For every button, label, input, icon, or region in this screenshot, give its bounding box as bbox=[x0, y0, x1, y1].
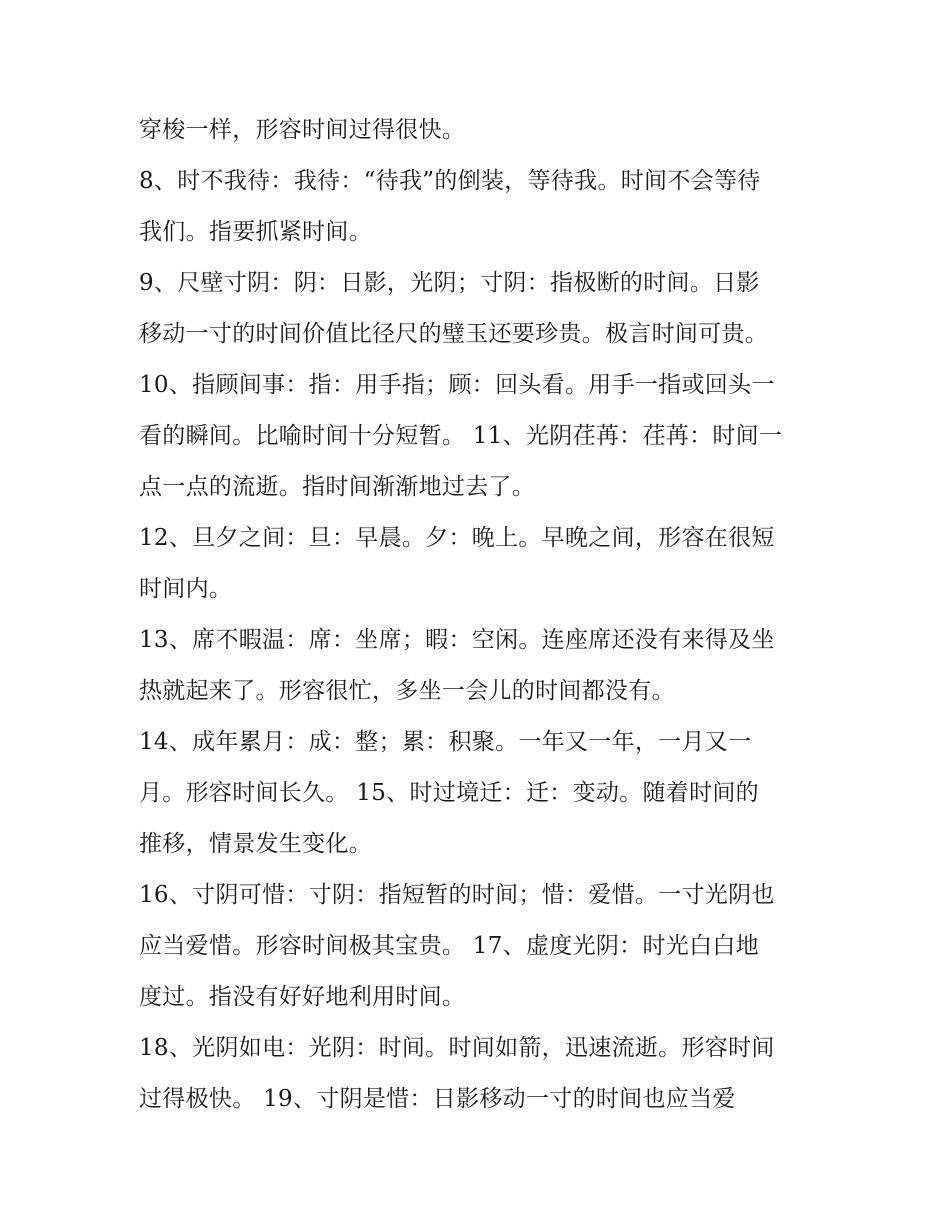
text-line: 9、尺壁寸阴：阴：日影，光阴；寸阴：指极断的时间。日影 bbox=[139, 270, 760, 296]
text-line: 移动一寸的时间价值比径尺的璧玉还要珍贵。极言时间可贵。 bbox=[139, 321, 769, 347]
text-line: 10、指顾间事：指：用手指；顾：回头看。用手一指或回头一 bbox=[139, 372, 775, 398]
text-line: 8、时不我待：我待：“待我”的倒装，等待我。时间不会等待 bbox=[139, 168, 761, 194]
text-line: 时间内。 bbox=[139, 576, 233, 602]
text-line: 度过。指没有好好地利用时间。 bbox=[139, 984, 466, 1010]
text-line: 看的瞬间。比喻时间十分短暂。 11、光阴荏苒：荏苒：时间一 bbox=[139, 423, 783, 449]
body-text bbox=[139, 105, 819, 1125]
text-line: 应当爱惜。形容时间极其宝贵。 17、虚度光阴：时光白白地 bbox=[139, 933, 759, 959]
text-line: 穿梭一样，形容时间过得很快。 bbox=[139, 117, 466, 143]
text-line: 我们。指要抓紧时间。 bbox=[139, 219, 372, 245]
text-line: 推移，情景发生变化。 bbox=[139, 831, 372, 857]
text-line: 点一点的流逝。指时间渐渐地过去了。 bbox=[139, 474, 536, 500]
text-line: 14、成年累月：成：整；累：积聚。一年又一年，一月又一 bbox=[139, 729, 752, 755]
text-line: 热就起来了。形容很忙，多坐一会儿的时间都没有。 bbox=[139, 678, 675, 704]
text-line: 过得极快。 19、寸阴是惜：日影移动一寸的时间也应当爱 bbox=[139, 1086, 736, 1112]
text-line: 月。形容时间长久。 15、时过境迁：迁：变动。随着时间的 bbox=[139, 780, 759, 806]
text-line: 13、席不暇温：席：坐席；暇：空闲。连座席还没有来得及坐 bbox=[139, 627, 775, 653]
text-line: 18、光阴如电：光阴：时间。时间如箭，迅速流逝。形容时间 bbox=[139, 1035, 775, 1061]
text-line: 16、寸阴可惜：寸阴：指短暂的时间；惜：爱惜。一寸光阴也 bbox=[139, 882, 775, 908]
text-line: 12、旦夕之间：旦：早晨。夕：晚上。早晚之间，形容在很短 bbox=[139, 525, 775, 551]
